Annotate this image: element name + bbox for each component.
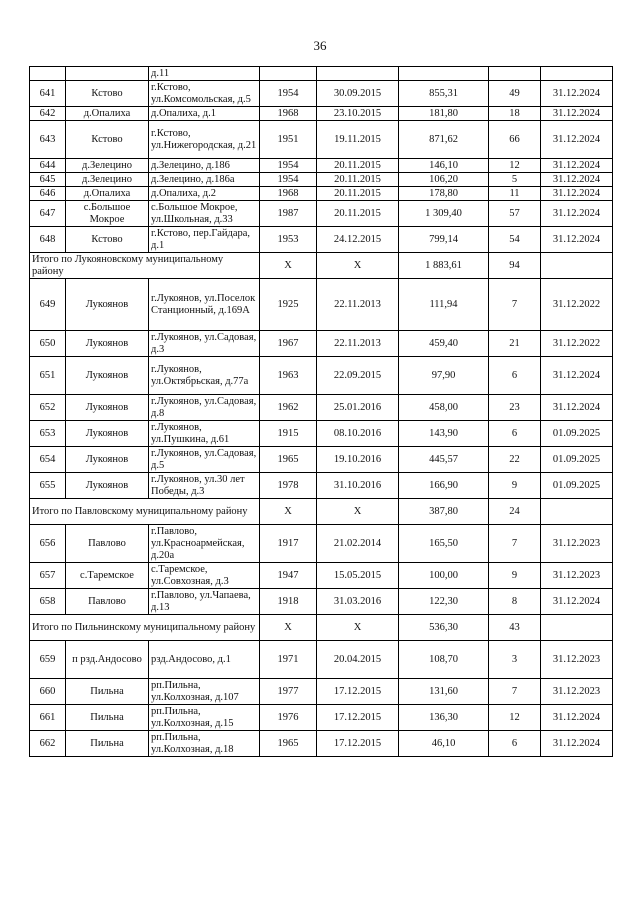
- table-row: [30, 421, 613, 447]
- deadline-cell: 31.12.2023: [541, 641, 613, 679]
- table-row: [30, 731, 613, 757]
- address-cell: рзд.Андосово, д.1: [149, 641, 260, 679]
- people-cell: 9: [489, 473, 541, 499]
- table-row: [30, 395, 613, 421]
- area-cell: 97,90: [399, 357, 489, 395]
- address-cell: г.Лукоянов, ул.Пушкина, д.61: [149, 421, 260, 447]
- year-cell: Х: [260, 499, 317, 525]
- settlement-cell: [66, 67, 149, 81]
- table-row: [30, 81, 613, 107]
- year-cell: 1953: [260, 227, 317, 253]
- row-number: 648: [30, 227, 66, 253]
- people-cell: 6: [489, 731, 541, 757]
- people-cell: 7: [489, 679, 541, 705]
- deadline-cell: 31.12.2024: [541, 395, 613, 421]
- settlement-cell: с.Таремское: [66, 563, 149, 589]
- settlement-cell: Кстово: [66, 121, 149, 159]
- settlement-cell: д.Зелецино: [66, 159, 149, 173]
- settlement-cell: Лукоянов: [66, 279, 149, 331]
- deadline-cell: 01.09.2025: [541, 473, 613, 499]
- date-cell: 20.04.2015: [317, 641, 399, 679]
- settlement-cell: с.Большое Мокрое: [66, 201, 149, 227]
- settlement-cell: Павлово: [66, 589, 149, 615]
- year-cell: 1965: [260, 447, 317, 473]
- deadline-cell: 31.12.2024: [541, 121, 613, 159]
- area-cell: 166,90: [399, 473, 489, 499]
- table-row: [30, 473, 613, 499]
- settlement-cell: д.Опалиха: [66, 107, 149, 121]
- year-cell: 1971: [260, 641, 317, 679]
- year-cell: 1917: [260, 525, 317, 563]
- area-cell: 871,62: [399, 121, 489, 159]
- deadline-cell: 31.12.2024: [541, 227, 613, 253]
- address-cell: г.Лукоянов, ул.30 лет Победы, д.3: [149, 473, 260, 499]
- address-cell: г.Лукоянов, ул.Садовая, д.5: [149, 447, 260, 473]
- row-number: 650: [30, 331, 66, 357]
- date-cell: 20.11.2015: [317, 201, 399, 227]
- settlement-cell: Пильна: [66, 731, 149, 757]
- row-number: 656: [30, 525, 66, 563]
- year-cell: 1987: [260, 201, 317, 227]
- area-cell: 387,80: [399, 499, 489, 525]
- date-cell: 22.09.2015: [317, 357, 399, 395]
- settlement-cell: п рзд.Андосово: [66, 641, 149, 679]
- housing-register-table: [29, 66, 613, 757]
- date-cell: 20.11.2015: [317, 173, 399, 187]
- page-number: 36: [313, 38, 327, 53]
- table-row: [30, 447, 613, 473]
- row-number: 645: [30, 173, 66, 187]
- row-number: 649: [30, 279, 66, 331]
- year-cell: 1954: [260, 159, 317, 173]
- area-cell: 108,70: [399, 641, 489, 679]
- date-cell: Х: [317, 499, 399, 525]
- address-cell: г.Лукоянов, ул.Октябрьская, д.77а: [149, 357, 260, 395]
- date-cell: 22.11.2013: [317, 279, 399, 331]
- deadline-cell: 31.12.2024: [541, 731, 613, 757]
- deadline-cell: 31.12.2023: [541, 679, 613, 705]
- row-number: 643: [30, 121, 66, 159]
- people-cell: 5: [489, 173, 541, 187]
- people-cell: 7: [489, 279, 541, 331]
- people-cell: 23: [489, 395, 541, 421]
- area-cell: [399, 67, 489, 81]
- people-cell: 18: [489, 107, 541, 121]
- row-number: 654: [30, 447, 66, 473]
- address-cell: д.11: [149, 67, 260, 81]
- settlement-cell: Кстово: [66, 227, 149, 253]
- date-cell: 23.10.2015: [317, 107, 399, 121]
- area-cell: 445,57: [399, 447, 489, 473]
- date-cell: 17.12.2015: [317, 731, 399, 757]
- row-number: 657: [30, 563, 66, 589]
- date-cell: 22.11.2013: [317, 331, 399, 357]
- people-cell: 8: [489, 589, 541, 615]
- people-cell: 66: [489, 121, 541, 159]
- deadline-cell: 31.12.2022: [541, 331, 613, 357]
- people-cell: [489, 67, 541, 81]
- area-cell: 536,30: [399, 615, 489, 641]
- deadline-cell: 31.12.2024: [541, 201, 613, 227]
- deadline-cell: 31.12.2024: [541, 357, 613, 395]
- people-cell: 12: [489, 159, 541, 173]
- settlement-cell: д.Опалиха: [66, 187, 149, 201]
- year-cell: 1968: [260, 187, 317, 201]
- settlement-cell: Лукоянов: [66, 473, 149, 499]
- table-row: [30, 67, 613, 81]
- address-cell: д.Опалиха, д.2: [149, 187, 260, 201]
- year-cell: 1951: [260, 121, 317, 159]
- year-cell: 1968: [260, 107, 317, 121]
- subtotal-label: Итого по Лукояновскому муниципальному району: [30, 253, 260, 279]
- date-cell: [317, 67, 399, 81]
- people-cell: 94: [489, 253, 541, 279]
- row-number: 655: [30, 473, 66, 499]
- date-cell: 24.12.2015: [317, 227, 399, 253]
- area-cell: 1 309,40: [399, 201, 489, 227]
- people-cell: 9: [489, 563, 541, 589]
- table-row: [30, 331, 613, 357]
- table-row: [30, 107, 613, 121]
- table-body: [30, 67, 613, 757]
- deadline-cell: 31.12.2024: [541, 81, 613, 107]
- year-cell: Х: [260, 615, 317, 641]
- address-cell: г.Лукоянов, ул.Поселок Станционный, д.169А: [149, 279, 260, 331]
- deadline-cell: 31.12.2023: [541, 525, 613, 563]
- deadline-cell: 01.09.2025: [541, 447, 613, 473]
- area-cell: 1 883,61: [399, 253, 489, 279]
- date-cell: 31.03.2016: [317, 589, 399, 615]
- year-cell: 1925: [260, 279, 317, 331]
- subtotal-row: [30, 253, 613, 279]
- year-cell: 1967: [260, 331, 317, 357]
- table-row: [30, 173, 613, 187]
- address-cell: рп.Пильна, ул.Колхозная, д.107: [149, 679, 260, 705]
- year-cell: 1976: [260, 705, 317, 731]
- table-row: [30, 201, 613, 227]
- table-row: [30, 187, 613, 201]
- row-number: 642: [30, 107, 66, 121]
- deadline-cell: 31.12.2024: [541, 107, 613, 121]
- address-cell: рп.Пильна, ул.Колхозная, д.18: [149, 731, 260, 757]
- people-cell: 24: [489, 499, 541, 525]
- people-cell: 11: [489, 187, 541, 201]
- table-row: [30, 641, 613, 679]
- settlement-cell: Лукоянов: [66, 331, 149, 357]
- year-cell: [260, 67, 317, 81]
- row-number: [30, 67, 66, 81]
- address-cell: г.Павлово, ул.Чапаева, д.13: [149, 589, 260, 615]
- area-cell: 111,94: [399, 279, 489, 331]
- address-cell: д.Опалиха, д.1: [149, 107, 260, 121]
- subtotal-row: [30, 615, 613, 641]
- row-number: 644: [30, 159, 66, 173]
- settlement-cell: Павлово: [66, 525, 149, 563]
- year-cell: 1977: [260, 679, 317, 705]
- deadline-cell: [541, 499, 613, 525]
- year-cell: 1954: [260, 173, 317, 187]
- table-row: [30, 525, 613, 563]
- row-number: 662: [30, 731, 66, 757]
- deadline-cell: [541, 253, 613, 279]
- settlement-cell: Лукоянов: [66, 421, 149, 447]
- deadline-cell: 31.12.2024: [541, 187, 613, 201]
- row-number: 661: [30, 705, 66, 731]
- people-cell: 12: [489, 705, 541, 731]
- area-cell: 181,80: [399, 107, 489, 121]
- date-cell: 21.02.2014: [317, 525, 399, 563]
- area-cell: 855,31: [399, 81, 489, 107]
- deadline-cell: [541, 615, 613, 641]
- date-cell: Х: [317, 253, 399, 279]
- year-cell: 1962: [260, 395, 317, 421]
- table-row: [30, 589, 613, 615]
- area-cell: 106,20: [399, 173, 489, 187]
- people-cell: 7: [489, 525, 541, 563]
- deadline-cell: 31.12.2023: [541, 563, 613, 589]
- row-number: 651: [30, 357, 66, 395]
- row-number: 646: [30, 187, 66, 201]
- deadline-cell: 31.12.2022: [541, 279, 613, 331]
- date-cell: 30.09.2015: [317, 81, 399, 107]
- people-cell: 22: [489, 447, 541, 473]
- address-cell: рп.Пильна, ул.Колхозная, д.15: [149, 705, 260, 731]
- deadline-cell: 31.12.2024: [541, 589, 613, 615]
- year-cell: 1918: [260, 589, 317, 615]
- row-number: 660: [30, 679, 66, 705]
- subtotal-label: Итого по Павловскому муниципальному району: [30, 499, 260, 525]
- people-cell: 57: [489, 201, 541, 227]
- settlement-cell: Лукоянов: [66, 447, 149, 473]
- address-cell: г.Кстово, ул.Нижегородская, д.21: [149, 121, 260, 159]
- settlement-cell: Кстово: [66, 81, 149, 107]
- area-cell: 122,30: [399, 589, 489, 615]
- year-cell: 1954: [260, 81, 317, 107]
- year-cell: 1978: [260, 473, 317, 499]
- address-cell: г.Кстово, пер.Гайдара, д.1: [149, 227, 260, 253]
- row-number: 659: [30, 641, 66, 679]
- deadline-cell: 01.09.2025: [541, 421, 613, 447]
- area-cell: 178,80: [399, 187, 489, 201]
- people-cell: 3: [489, 641, 541, 679]
- area-cell: 131,60: [399, 679, 489, 705]
- date-cell: 08.10.2016: [317, 421, 399, 447]
- date-cell: 31.10.2016: [317, 473, 399, 499]
- date-cell: 17.12.2015: [317, 705, 399, 731]
- date-cell: 19.10.2016: [317, 447, 399, 473]
- year-cell: 1963: [260, 357, 317, 395]
- people-cell: 6: [489, 421, 541, 447]
- area-cell: 799,14: [399, 227, 489, 253]
- deadline-cell: 31.12.2024: [541, 159, 613, 173]
- people-cell: 6: [489, 357, 541, 395]
- settlement-cell: Лукоянов: [66, 395, 149, 421]
- area-cell: 100,00: [399, 563, 489, 589]
- table-row: [30, 705, 613, 731]
- area-cell: 165,50: [399, 525, 489, 563]
- row-number: 641: [30, 81, 66, 107]
- table-row: [30, 227, 613, 253]
- date-cell: 17.12.2015: [317, 679, 399, 705]
- year-cell: 1915: [260, 421, 317, 447]
- people-cell: 21: [489, 331, 541, 357]
- address-cell: д.Зелецино, д.186: [149, 159, 260, 173]
- settlement-cell: д.Зелецино: [66, 173, 149, 187]
- area-cell: 459,40: [399, 331, 489, 357]
- year-cell: Х: [260, 253, 317, 279]
- area-cell: 143,90: [399, 421, 489, 447]
- date-cell: 25.01.2016: [317, 395, 399, 421]
- date-cell: 19.11.2015: [317, 121, 399, 159]
- date-cell: Х: [317, 615, 399, 641]
- settlement-cell: Пильна: [66, 679, 149, 705]
- people-cell: 49: [489, 81, 541, 107]
- table-row: [30, 563, 613, 589]
- area-cell: 458,00: [399, 395, 489, 421]
- deadline-cell: 31.12.2024: [541, 173, 613, 187]
- table-row: [30, 279, 613, 331]
- table-row: [30, 679, 613, 705]
- row-number: 652: [30, 395, 66, 421]
- deadline-cell: [541, 67, 613, 81]
- date-cell: 20.11.2015: [317, 159, 399, 173]
- deadline-cell: 31.12.2024: [541, 705, 613, 731]
- address-cell: г.Павлово, ул.Красноармейская, д.20а: [149, 525, 260, 563]
- address-cell: г.Лукоянов, ул.Садовая, д.8: [149, 395, 260, 421]
- address-cell: г.Кстово, ул.Комсомольская, д.5: [149, 81, 260, 107]
- subtotal-label: Итого по Пильнинскому муниципальному району: [30, 615, 260, 641]
- row-number: 658: [30, 589, 66, 615]
- address-cell: с.Таремское, ул.Совхозная, д.3: [149, 563, 260, 589]
- table-row: [30, 357, 613, 395]
- people-cell: 54: [489, 227, 541, 253]
- date-cell: 20.11.2015: [317, 187, 399, 201]
- people-cell: 43: [489, 615, 541, 641]
- table-row: [30, 159, 613, 173]
- address-cell: с.Большое Мокрое, ул.Школьная, д.33: [149, 201, 260, 227]
- table-row: [30, 121, 613, 159]
- row-number: 647: [30, 201, 66, 227]
- row-number: 653: [30, 421, 66, 447]
- settlement-cell: Лукоянов: [66, 357, 149, 395]
- year-cell: 1965: [260, 731, 317, 757]
- settlement-cell: Пильна: [66, 705, 149, 731]
- date-cell: 15.05.2015: [317, 563, 399, 589]
- year-cell: 1947: [260, 563, 317, 589]
- area-cell: 46,10: [399, 731, 489, 757]
- address-cell: г.Лукоянов, ул.Садовая, д.3: [149, 331, 260, 357]
- area-cell: 136,30: [399, 705, 489, 731]
- subtotal-row: [30, 499, 613, 525]
- area-cell: 146,10: [399, 159, 489, 173]
- address-cell: д.Зелецино, д.186а: [149, 173, 260, 187]
